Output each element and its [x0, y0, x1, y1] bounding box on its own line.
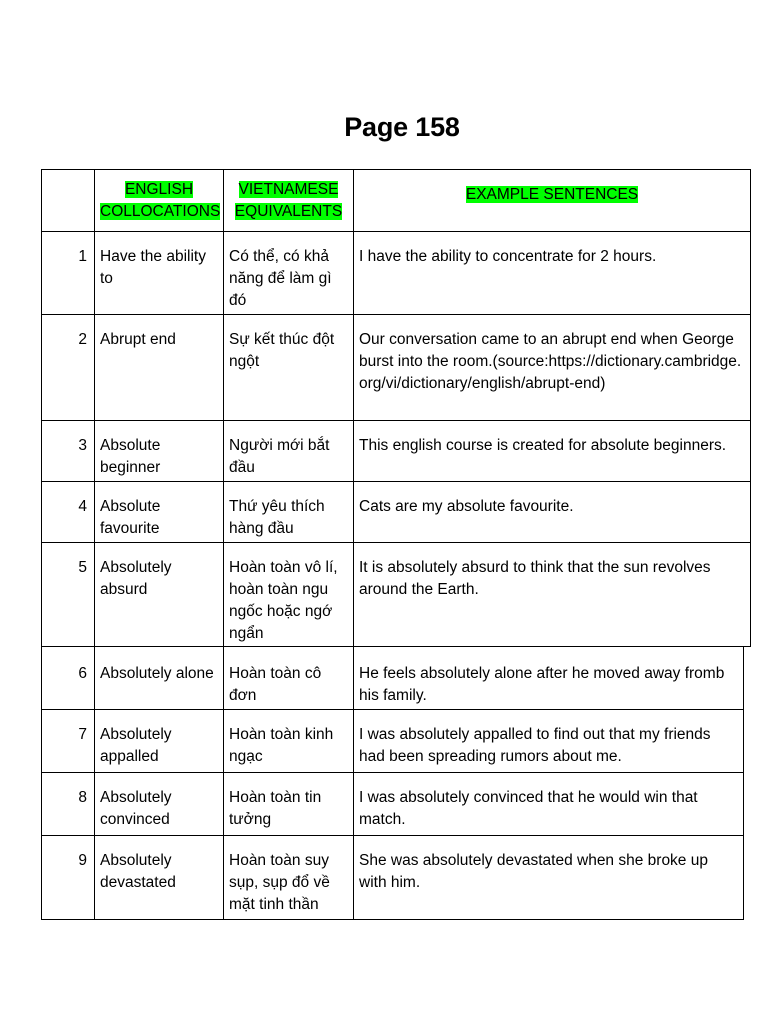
row-number: 2 — [42, 315, 95, 421]
table-header-row — [42, 170, 751, 232]
english-collocation: Abrupt end — [95, 315, 224, 421]
example-sentence: I was absolutely convinced that he would win that match. — [354, 773, 744, 836]
row-number: 9 — [42, 836, 95, 920]
table-row — [42, 647, 744, 710]
english-collocation: Absolutely devastated — [95, 836, 224, 920]
vietnamese-equivalent: Hoàn toàn cô đơn — [224, 647, 354, 710]
header-english-line1: ENGLISH — [124, 180, 194, 198]
table-row — [42, 232, 751, 315]
row-number: 7 — [42, 710, 95, 773]
collocation-table-part-2 — [41, 646, 744, 920]
table-row — [42, 482, 751, 543]
header-example-sentences — [354, 170, 751, 232]
vietnamese-equivalent: Hoàn toàn kinh ngạc — [224, 710, 354, 773]
vietnamese-equivalent: Có thể, có khả năng để làm gì đó — [224, 232, 354, 315]
table-row — [42, 543, 751, 647]
example-sentence: It is absolutely absurd to think that the sun revolves around the Earth. — [354, 543, 751, 647]
example-sentence: I have the ability to concentrate for 2 hours. — [354, 232, 751, 315]
example-sentence: Our conversation came to an abrupt end when George burst into the room.(source:https://dictionary.cambridge.org/vi/dictionary/english/abrupt-end) — [354, 315, 751, 421]
row-number: 1 — [42, 232, 95, 315]
table-row — [42, 836, 744, 920]
header-vietnamese-equivalents — [224, 170, 354, 232]
page-title: Page 158 — [344, 112, 460, 142]
table-row — [42, 421, 751, 482]
table-row — [42, 710, 744, 773]
example-sentence: I was absolutely appalled to find out that my friends had been spreading rumors about me. — [354, 710, 744, 773]
row-number: 3 — [42, 421, 95, 482]
row-number: 8 — [42, 773, 95, 836]
header-vietnamese-line2: EQUIVALENTS — [234, 202, 343, 220]
english-collocation: Absolutely alone — [95, 647, 224, 710]
header-english-collocations — [95, 170, 224, 232]
header-num — [42, 170, 95, 232]
header-vietnamese-line1: VIETNAMESE — [238, 180, 339, 198]
vietnamese-equivalent: Người mới bắt đầu — [224, 421, 354, 482]
english-collocation: Absolutely convinced — [95, 773, 224, 836]
vietnamese-equivalent: Hoàn toàn suy sụp, sụp đổ về mặt tinh thần — [224, 836, 354, 920]
table-row — [42, 773, 744, 836]
table-row — [42, 315, 751, 421]
header-english-line2: COLLOCATIONS — [100, 202, 221, 220]
vietnamese-equivalent: Thứ yêu thích hàng đầu — [224, 482, 354, 543]
vietnamese-equivalent: Hoàn toàn vô lí, hoàn toàn ngu ngốc hoặc ngớ ngẩn — [224, 543, 354, 647]
row-number: 4 — [42, 482, 95, 543]
english-collocation: Absolutely appalled — [95, 710, 224, 773]
example-sentence: He feels absolutely alone after he moved away fromb his family. — [354, 647, 744, 710]
english-collocation: Absolutely absurd — [95, 543, 224, 647]
row-number: 5 — [42, 543, 95, 647]
example-sentence: She was absolutely devastated when she broke up with him. — [354, 836, 744, 920]
english-collocation: Absolute favourite — [95, 482, 224, 543]
example-sentence: This english course is created for absolute beginners. — [354, 421, 751, 482]
english-collocation: Absolute beginner — [95, 421, 224, 482]
collocation-table-part-1 — [41, 169, 751, 647]
vietnamese-equivalent: Sự kết thúc đột ngột — [224, 315, 354, 421]
header-example-label: EXAMPLE SENTENCES — [465, 186, 639, 203]
row-number: 6 — [42, 647, 95, 710]
example-sentence: Cats are my absolute favourite. — [354, 482, 751, 543]
english-collocation: Have the ability to — [95, 232, 224, 315]
vietnamese-equivalent: Hoàn toàn tin tưởng — [224, 773, 354, 836]
